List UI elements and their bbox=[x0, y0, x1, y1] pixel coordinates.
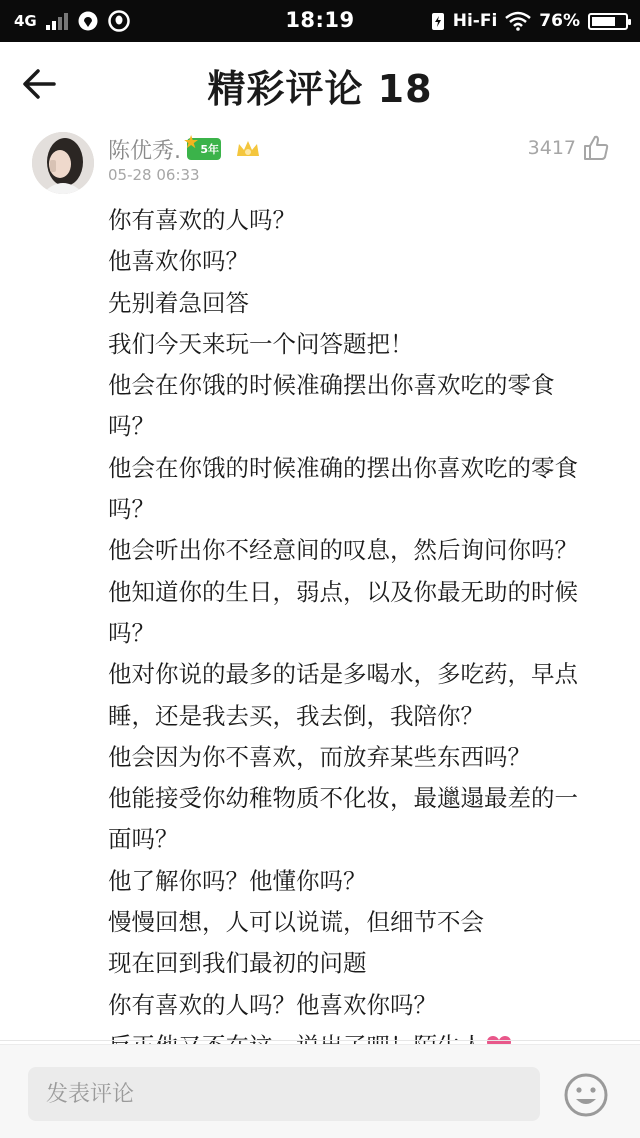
divider bbox=[0, 1040, 640, 1041]
comment-line bbox=[108, 985, 618, 1026]
comment-line bbox=[108, 696, 618, 737]
header bbox=[0, 42, 640, 126]
comment-line-text: 吗？ bbox=[108, 618, 155, 647]
comment-line-text: 他会在你饿的时候准确摆出你喜欢吃的零食 bbox=[108, 371, 555, 400]
page-title: 精彩评论 18 bbox=[207, 67, 433, 111]
comment-line bbox=[108, 283, 618, 324]
battery-percent: 76% bbox=[539, 11, 580, 31]
comment-line bbox=[108, 448, 618, 489]
comment-line bbox=[108, 324, 618, 365]
comment-line-text: 面吗？ bbox=[108, 825, 179, 854]
comment-line bbox=[108, 861, 618, 902]
comment-input[interactable] bbox=[28, 1067, 540, 1121]
comment-line-text: 他对你说的最多的话是多喝水，多吃药，早点 bbox=[108, 660, 578, 689]
status-bar bbox=[0, 0, 640, 42]
crown-badge-icon bbox=[235, 138, 261, 160]
like-count: 3417 bbox=[527, 137, 576, 159]
comment-line bbox=[108, 613, 618, 654]
comment-line-text: 现在回到我们最初的问题 bbox=[108, 949, 367, 978]
bottom-bar bbox=[0, 1044, 640, 1138]
avatar[interactable] bbox=[32, 132, 94, 194]
comment-line bbox=[108, 819, 618, 860]
comment-line-text: 他了解你吗？他懂你吗？ bbox=[108, 866, 367, 895]
comment-line bbox=[108, 778, 618, 819]
username-row bbox=[108, 134, 261, 164]
comment-line bbox=[108, 530, 618, 571]
comment-line bbox=[108, 654, 618, 695]
emoji-button[interactable] bbox=[562, 1071, 610, 1119]
battery-icon bbox=[588, 13, 628, 30]
comment-line-text: 慢慢回想，人可以说谎，但细节不会 bbox=[108, 908, 484, 937]
membership-badge bbox=[183, 132, 221, 160]
comment-line bbox=[108, 572, 618, 613]
thumbs-up-icon bbox=[582, 134, 610, 162]
comment-line-text: 吗？ bbox=[108, 495, 155, 524]
comment-timestamp: 05-28 06:33 bbox=[108, 166, 200, 184]
comment-body bbox=[108, 200, 618, 1067]
status-bar-right bbox=[431, 9, 628, 33]
username[interactable]: 陈优秀. bbox=[108, 138, 181, 164]
comment-line-text: 他会听出你不经意间的叹息，然后询问你吗？ bbox=[108, 536, 578, 565]
comment-line-text: 我们今天来玩一个问答题把！ bbox=[108, 329, 414, 358]
status-time: 18:19 bbox=[285, 8, 355, 32]
comment-line-text: 他会在你饿的时候准确的摆出你喜欢吃的零食 bbox=[108, 453, 578, 482]
avatar-image bbox=[32, 132, 94, 194]
comment-line-text: 你有喜欢的人吗？他喜欢你吗？ bbox=[108, 990, 437, 1019]
like-button[interactable] bbox=[528, 134, 610, 162]
comment-line bbox=[108, 406, 618, 447]
star-icon: ★ bbox=[183, 132, 200, 153]
comment-line-text: 你有喜欢的人吗？ bbox=[108, 206, 296, 234]
battery-fill bbox=[592, 17, 615, 26]
comment-line bbox=[108, 737, 618, 778]
comment-line-text: 他能接受你幼稚物质不化妆，最邋遢最差的一 bbox=[108, 784, 578, 813]
comment-line bbox=[108, 241, 618, 282]
wifi-icon bbox=[505, 11, 531, 31]
comment-line bbox=[108, 365, 618, 406]
comment-line bbox=[108, 200, 618, 241]
comment-line-text: 吗？ bbox=[108, 412, 155, 441]
comment-line bbox=[108, 943, 618, 984]
comment-line-text: 睡，还是我去买，我去倒，我陪你？ bbox=[108, 701, 484, 730]
comment-line-text: 他会因为你不喜欢，而放弃某些东西吗？ bbox=[108, 742, 531, 771]
comment-line-text: 他知道你的生日，弱点，以及你最无助的时候 bbox=[108, 577, 578, 606]
comment-line-text: 先别着急回答 bbox=[108, 288, 249, 317]
comment-line bbox=[108, 489, 618, 530]
wifi-label: Hi-Fi bbox=[452, 11, 498, 31]
battery-saver-icon bbox=[431, 11, 445, 31]
comment-line bbox=[108, 902, 618, 943]
network-type: 4G bbox=[14, 12, 37, 30]
smiley-face-icon bbox=[562, 1071, 610, 1119]
membership-badge-text: 5年 bbox=[200, 143, 219, 156]
comment-line-text: 他喜欢你吗？ bbox=[108, 247, 249, 276]
